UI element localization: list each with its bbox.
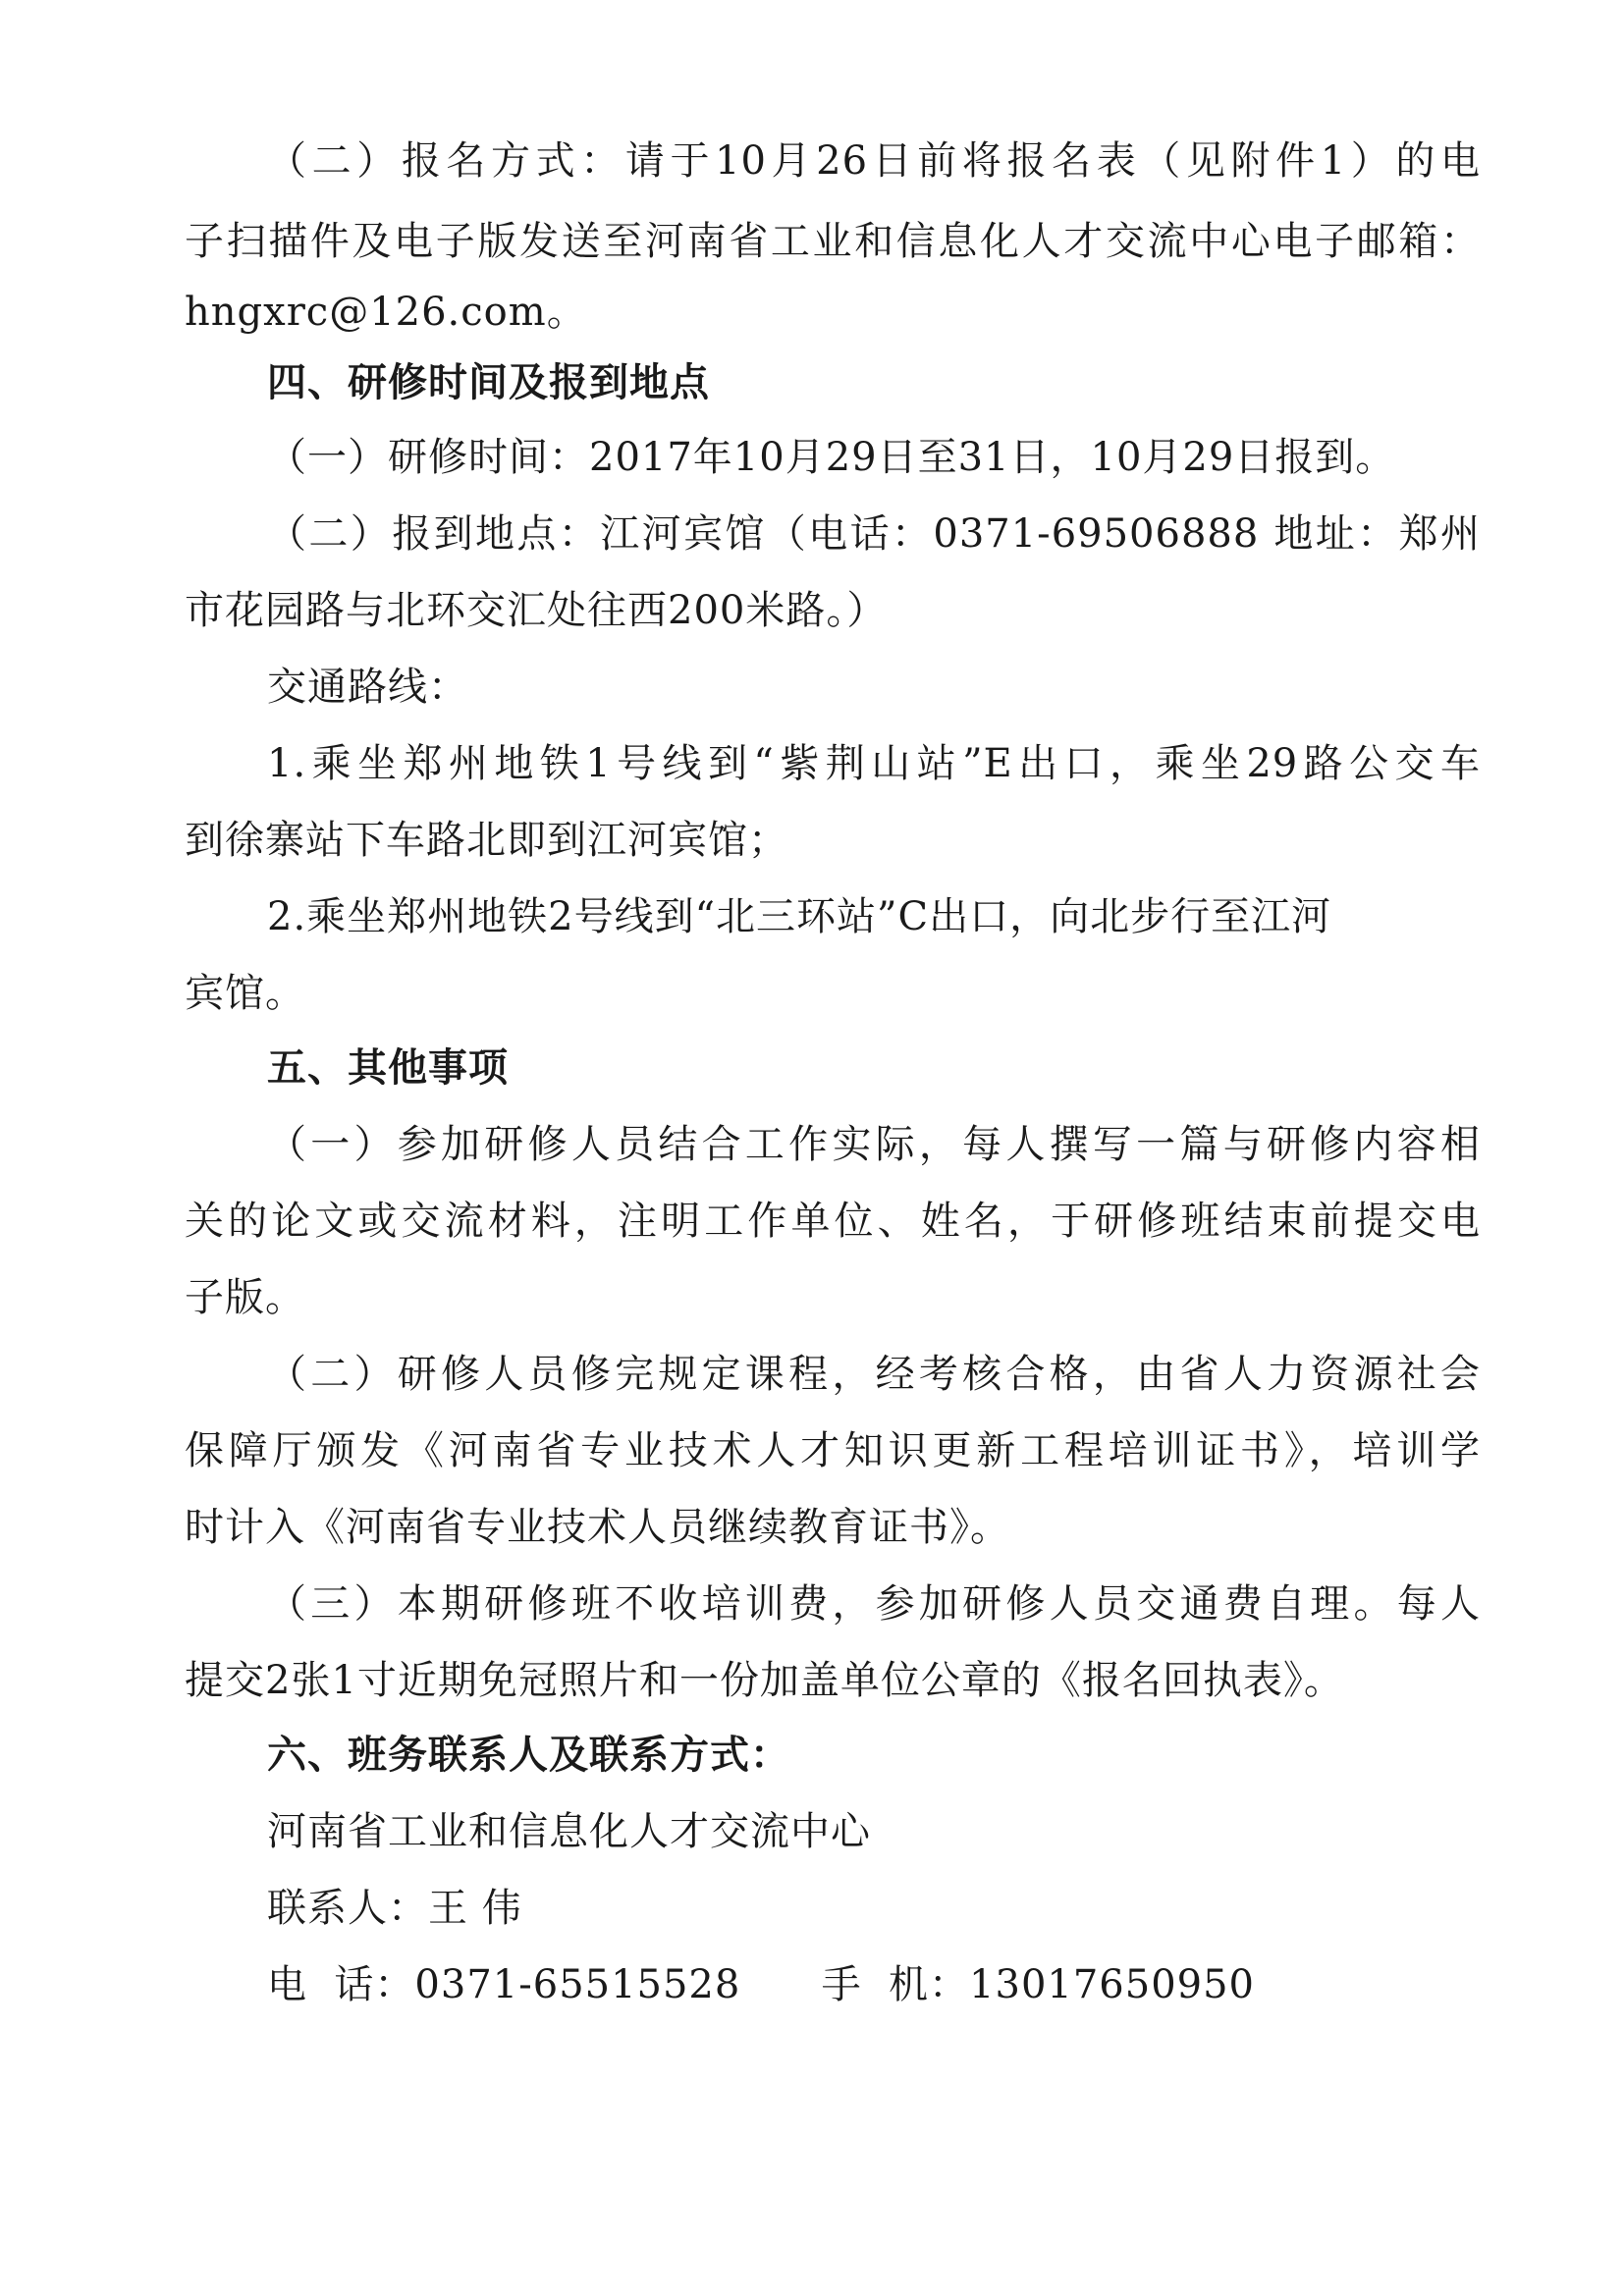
- contact-phones: 电 话：0371-65515528 手 机：13017650950: [267, 1962, 1255, 2007]
- section-heading-4: 四、研修时间及报到地点: [267, 360, 710, 405]
- route-1-line-1: 1.乘坐郑州地铁1号线到“紫荆山站”E出口，乘坐29路公交车: [267, 741, 1481, 786]
- section-heading-5: 五、其他事项: [267, 1045, 509, 1091]
- other-item-3-line-1: （三）本期研修班不收培训费，参加研修人员交通费自理。每人: [267, 1581, 1481, 1627]
- other-item-1-line-1: （一）参加研修人员结合工作实际，每人撰写一篇与研修内容相: [267, 1122, 1481, 1167]
- other-item-1-line-2: 关的论文或交流材料，注明工作单位、姓名，于研修班结束前提交电: [185, 1199, 1481, 1244]
- report-location-line-2: 市花园路与北环交汇处往西200米路。）: [185, 588, 888, 633]
- contact-person: 联系人：王 伟: [267, 1886, 522, 1931]
- other-item-1-line-3: 子版。: [185, 1275, 305, 1320]
- other-item-3-line-2: 提交2张1寸近期免冠照片和一份加盖单位公章的《报名回执表》。: [185, 1658, 1344, 1703]
- route-1-line-2: 到徐寨站下车路北即到江河宾馆；: [185, 818, 788, 863]
- email-address: hngxrc@126.com。: [185, 290, 587, 335]
- route-2-line-2: 宾馆。: [185, 971, 305, 1016]
- traffic-route-label: 交通路线：: [267, 665, 468, 710]
- report-location-line-1: （二）报到地点：江河宾馆（电话：0371-69506888 地址：郑州: [267, 511, 1481, 557]
- other-item-2-line-1: （二）研修人员修完规定课程，经考核合格，由省人力资源社会: [267, 1352, 1481, 1397]
- registration-method-line-1: （二）报名方式：请于10月26日前将报名表（见附件1）的电: [267, 138, 1481, 184]
- other-item-2-line-2: 保障厅颁发《河南省专业技术人才知识更新工程培训证书》，培训学: [185, 1428, 1481, 1473]
- training-time: （一）研修时间：2017年10月29日至31日，10月29日报到。: [267, 435, 1396, 480]
- contact-organization: 河南省工业和信息化人才交流中心: [267, 1809, 871, 1854]
- registration-method-line-2: 子扫描件及电子版发送至河南省工业和信息化人才交流中心电子邮箱：: [185, 219, 1481, 264]
- section-heading-6: 六、班务联系人及联系方式：: [267, 1733, 790, 1778]
- route-2-line-1: 2.乘坐郑州地铁2号线到“北三环站”C出口，向北步行至江河: [267, 894, 1332, 939]
- other-item-2-line-3: 时计入《河南省专业技术人员继续教育证书》。: [185, 1505, 1010, 1550]
